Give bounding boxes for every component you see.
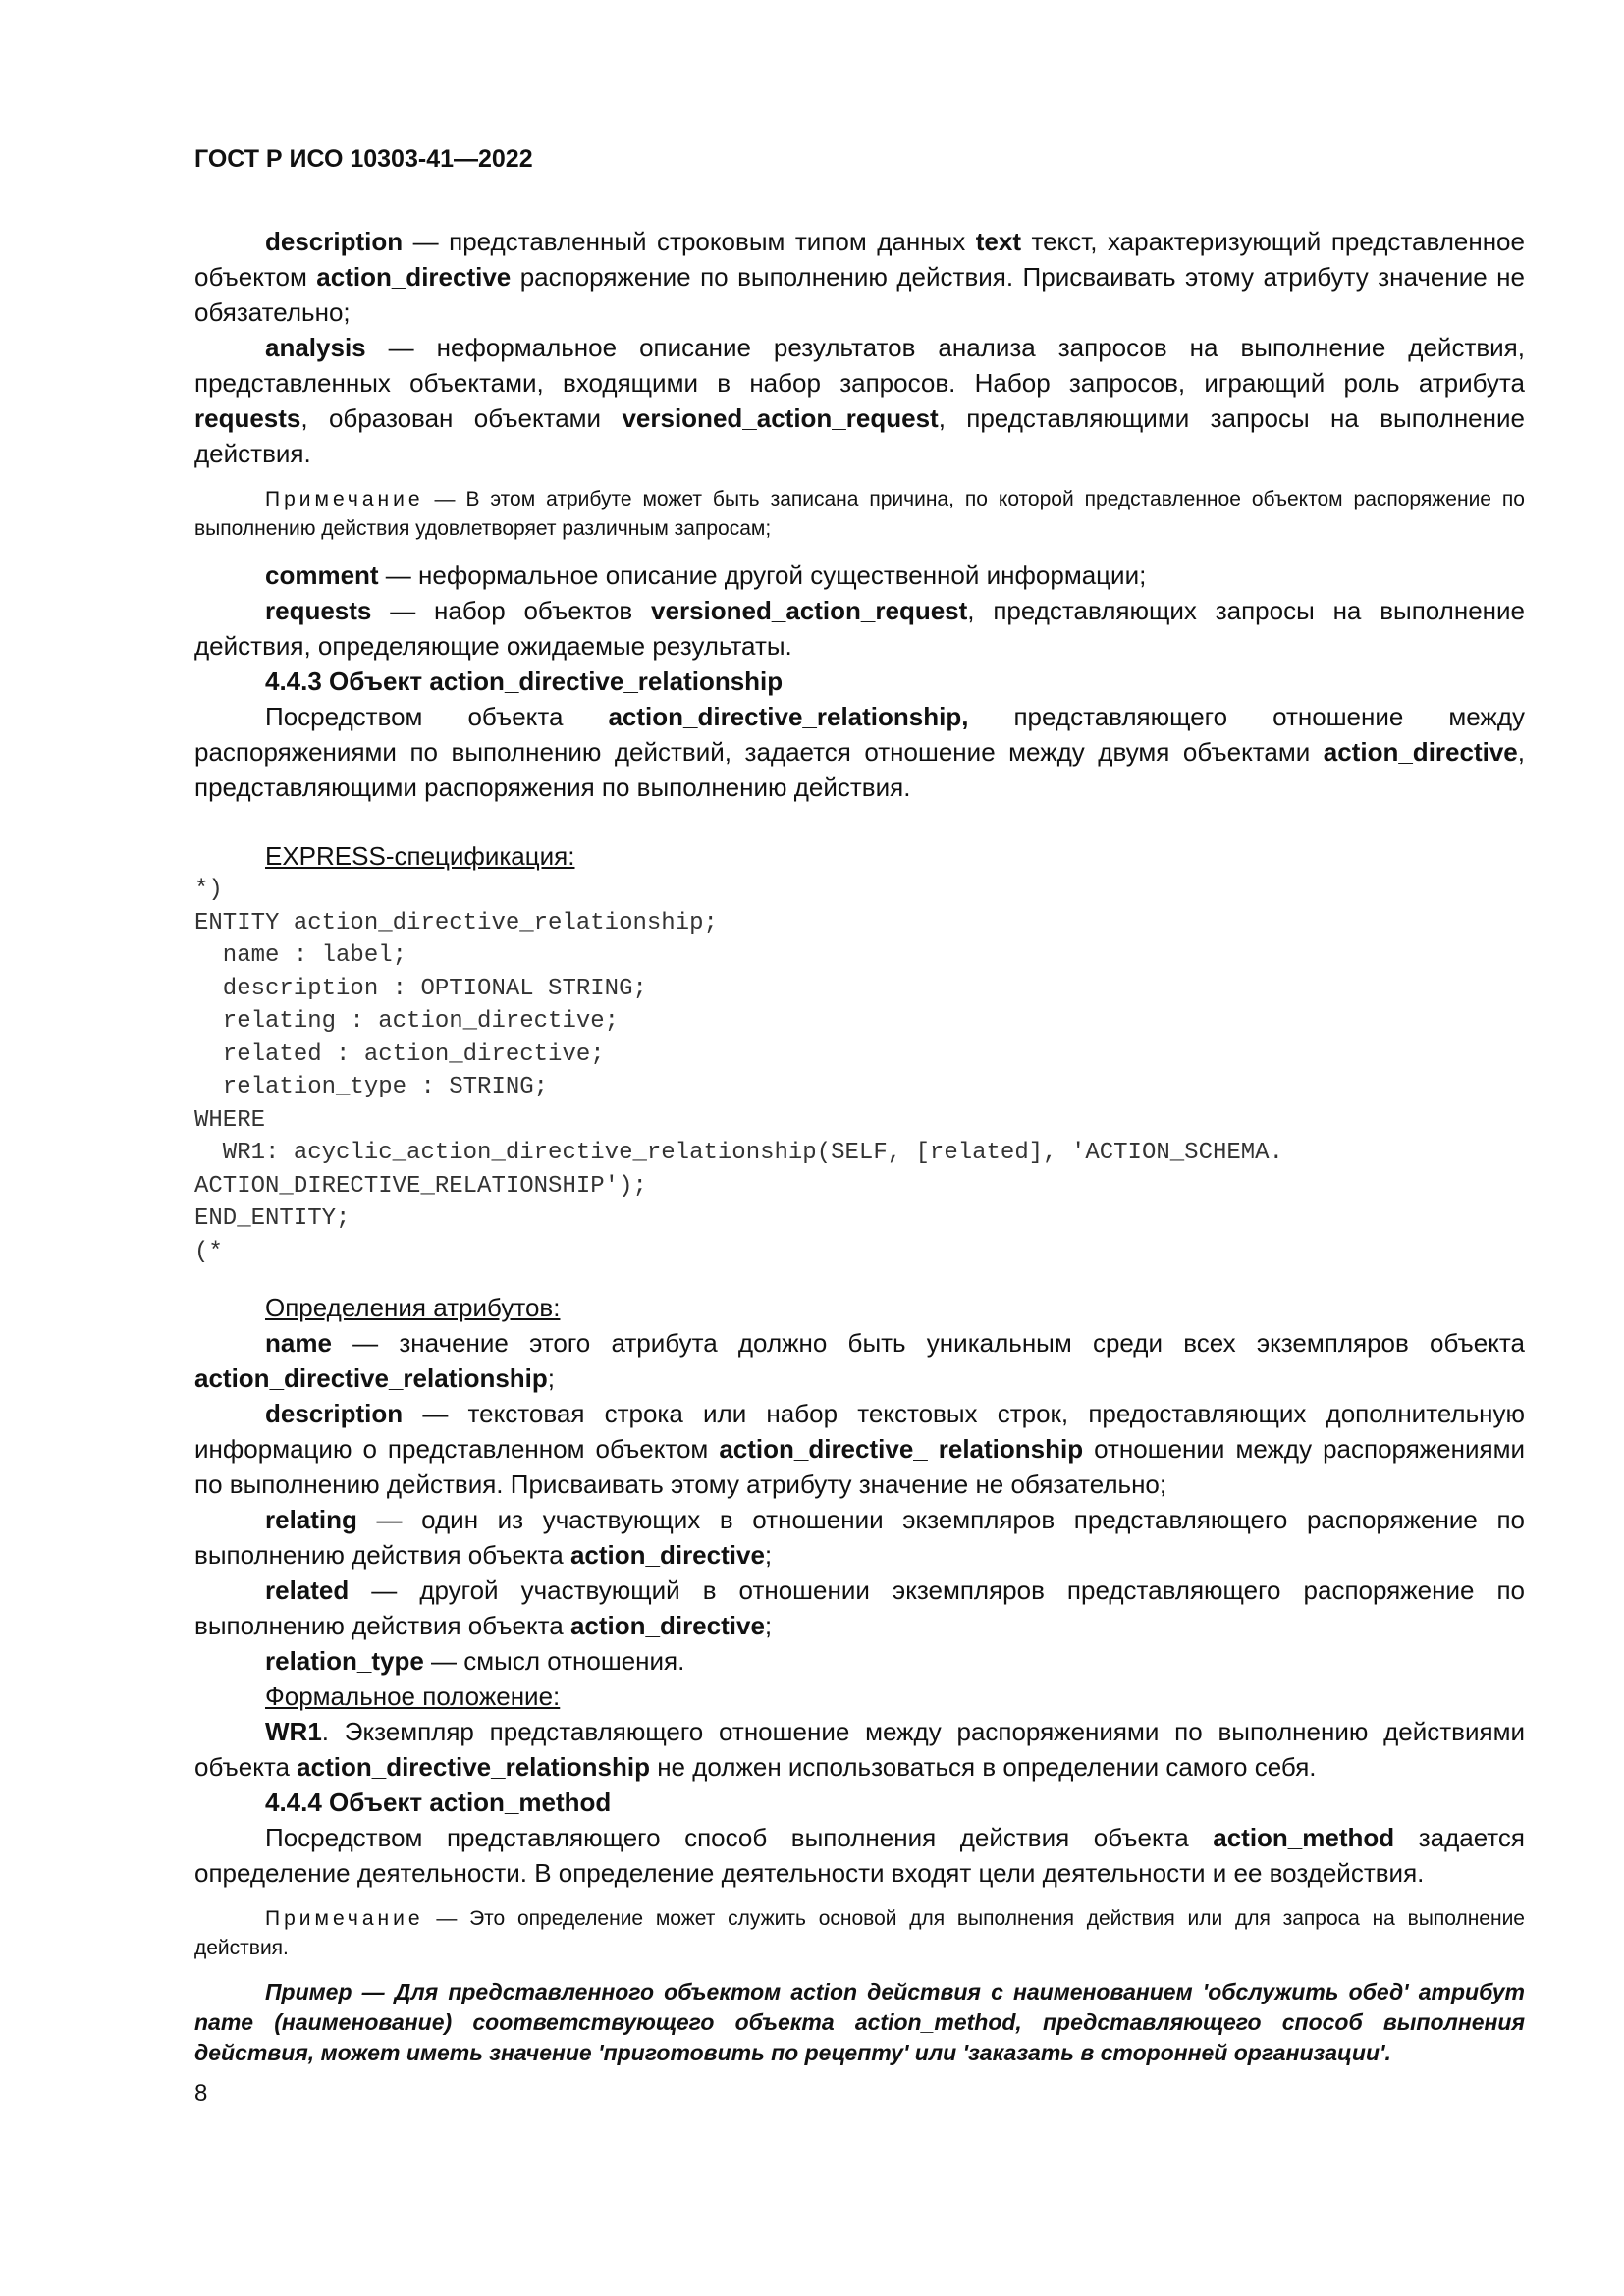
para-relation-type (194, 1643, 1525, 1679)
page-content (194, 224, 1525, 2111)
text: , образован объектами (300, 403, 623, 433)
term-relating: relating (265, 1505, 357, 1534)
section-heading-4-4-4: 4.4.4 Объект action_method (265, 1788, 612, 1817)
term-comment: comment (265, 561, 379, 590)
text: — другой участвующий в отношении экземпляров представляющего распоряжение по выполнению действия объекта (194, 1575, 1525, 1640)
attr-definitions-label: Определения атрибутов: (265, 1293, 561, 1322)
text: представляющего отношение между распоряжениями по выполнению действий, задается отношение между двумя объектами (194, 702, 1525, 767)
text: — текстовая строка или набор текстовых строк, предоставляющих дополнительную информацию о представленном объектом (194, 1399, 1525, 1464)
term-description: description (265, 227, 404, 256)
note-2 (194, 1904, 1525, 1963)
page-number: 8 (194, 2080, 208, 2107)
text: Посредством объекта (265, 702, 609, 731)
para-related (194, 1573, 1525, 1643)
text: — смысл отношения. (423, 1646, 685, 1676)
term: action_directive_relationship (297, 1752, 650, 1782)
express-spec-label: EXPRESS-спецификация: (265, 841, 575, 871)
text: , представляющих запросы на выполнение действия, определяющие ожидаемые результаты. (194, 596, 1526, 661)
para-comment (194, 558, 1525, 593)
term: action_directive (1323, 737, 1518, 767)
term: action_directive (316, 262, 512, 292)
note-text: — Это определение может служить основой для выполнения действия или для запроса на выполнение действия. (194, 1907, 1525, 1959)
text: текст, характеризующий представленное объектом (194, 227, 1525, 292)
term: versioned_action_request (622, 403, 939, 433)
text: — набор объектов (371, 596, 652, 625)
note-text: — В этом атрибуте может быть записана причина, по которой представленное объектом распоряжение по выполнению действия удовлетворяет различным запросам; (194, 488, 1525, 540)
example-text: Пример — Для представленного объектом action действия с наименованием 'обслужить обед' атрибут name (наименование) соответствующего объекта action_method, представляющего способ выполнения действия, может иметь значение 'приготовить по рецепту' или 'заказать в сторонней организации'. (194, 1979, 1525, 2065)
note-label: Примечание (265, 488, 424, 510)
term: action_directive (569, 1611, 765, 1640)
term-relation-type: relation_type (265, 1646, 424, 1676)
term-requests: requests (265, 596, 372, 625)
express-code: *) ENTITY action_directive_relationship; name : label; description : OPTIONAL STRING; relating : action_directive; related : action_directive; relation_type : STRING; WHERE WR1: acyclic_action_directive_relationship(SELF, [related], 'ACTION_SCHEMA. ACTION_DIRECTIVE_RELATIONSHIP'); END_ENTITY; (* (194, 877, 1283, 1265)
term: action_directive_relationship, (608, 702, 969, 731)
term-name: name (265, 1328, 332, 1358)
section-heading-4-4-3: 4.4.3 Объект action_directive_relationship (265, 667, 784, 696)
term: action_method (1213, 1823, 1395, 1852)
text: , представляющими запросы на выполнение действия. (194, 403, 1525, 468)
text: Посредством представляющего способ выполнения действия объекта (265, 1823, 1214, 1852)
text: распоряжение по выполнению действия. Присваивать этому атрибуту значение не обязательно; (194, 262, 1525, 327)
term-description: description (265, 1399, 404, 1428)
text: — представленный строковым типом данных (403, 227, 976, 256)
term: requests (194, 403, 301, 433)
term: action_directive_ relationship (719, 1434, 1084, 1464)
text: ; (547, 1363, 556, 1393)
text: . Экземпляр представляющего отношение между распоряжениями по выполнению действиями объекта (194, 1717, 1525, 1782)
term-wr1: WR1 (265, 1717, 322, 1746)
term: action_directive_relationship (194, 1363, 548, 1393)
term: action_directive (569, 1540, 765, 1570)
text: ; (764, 1540, 773, 1570)
text: — неформальное описание другой существенной информации; (378, 561, 1147, 590)
para-relating (194, 1502, 1525, 1573)
para-requests (194, 593, 1525, 664)
text: — один из участвующих в отношении экземпляров представляющего распоряжение по выполнению действия объекта (194, 1505, 1525, 1570)
para-description (194, 224, 1525, 330)
para-relationship-intro (194, 699, 1525, 805)
text: — неформальное описание результатов анализа запросов на выполнение действия, представленных объектами, входящими в набор запросов. Набор запросов, играющий роль атрибута (194, 333, 1525, 398)
para-name (194, 1325, 1525, 1396)
term-related: related (265, 1575, 350, 1605)
text: не должен использоваться в определении самого себя. (649, 1752, 1317, 1782)
term: versioned_action_request (651, 596, 968, 625)
formal-provision-label: Формальное положение: (265, 1682, 561, 1711)
note-1 (194, 485, 1525, 544)
para-action-method (194, 1820, 1525, 1891)
text: , представляющими распоряжения по выполнению действия. (194, 737, 1525, 802)
para-analysis (194, 330, 1525, 471)
para-description-2 (194, 1396, 1525, 1502)
text: — значение этого атрибута должно быть уникальным среди всех экземпляров объекта (331, 1328, 1525, 1358)
note-label: Примечание (265, 1907, 424, 1930)
term: text (975, 227, 1021, 256)
text: отношении между распоряжениями по выполнению действия. Присваивать этому атрибуту значение не обязательно; (194, 1434, 1525, 1499)
term-analysis: analysis (265, 333, 366, 362)
page-header: ГОСТ Р ИСО 10303-41—2022 (194, 145, 533, 173)
para-wr1 (194, 1714, 1525, 1785)
text: задается определение деятельности. В определение деятельности входят цели деятельности и ее воздействия. (194, 1823, 1525, 1888)
text: ; (764, 1611, 773, 1640)
